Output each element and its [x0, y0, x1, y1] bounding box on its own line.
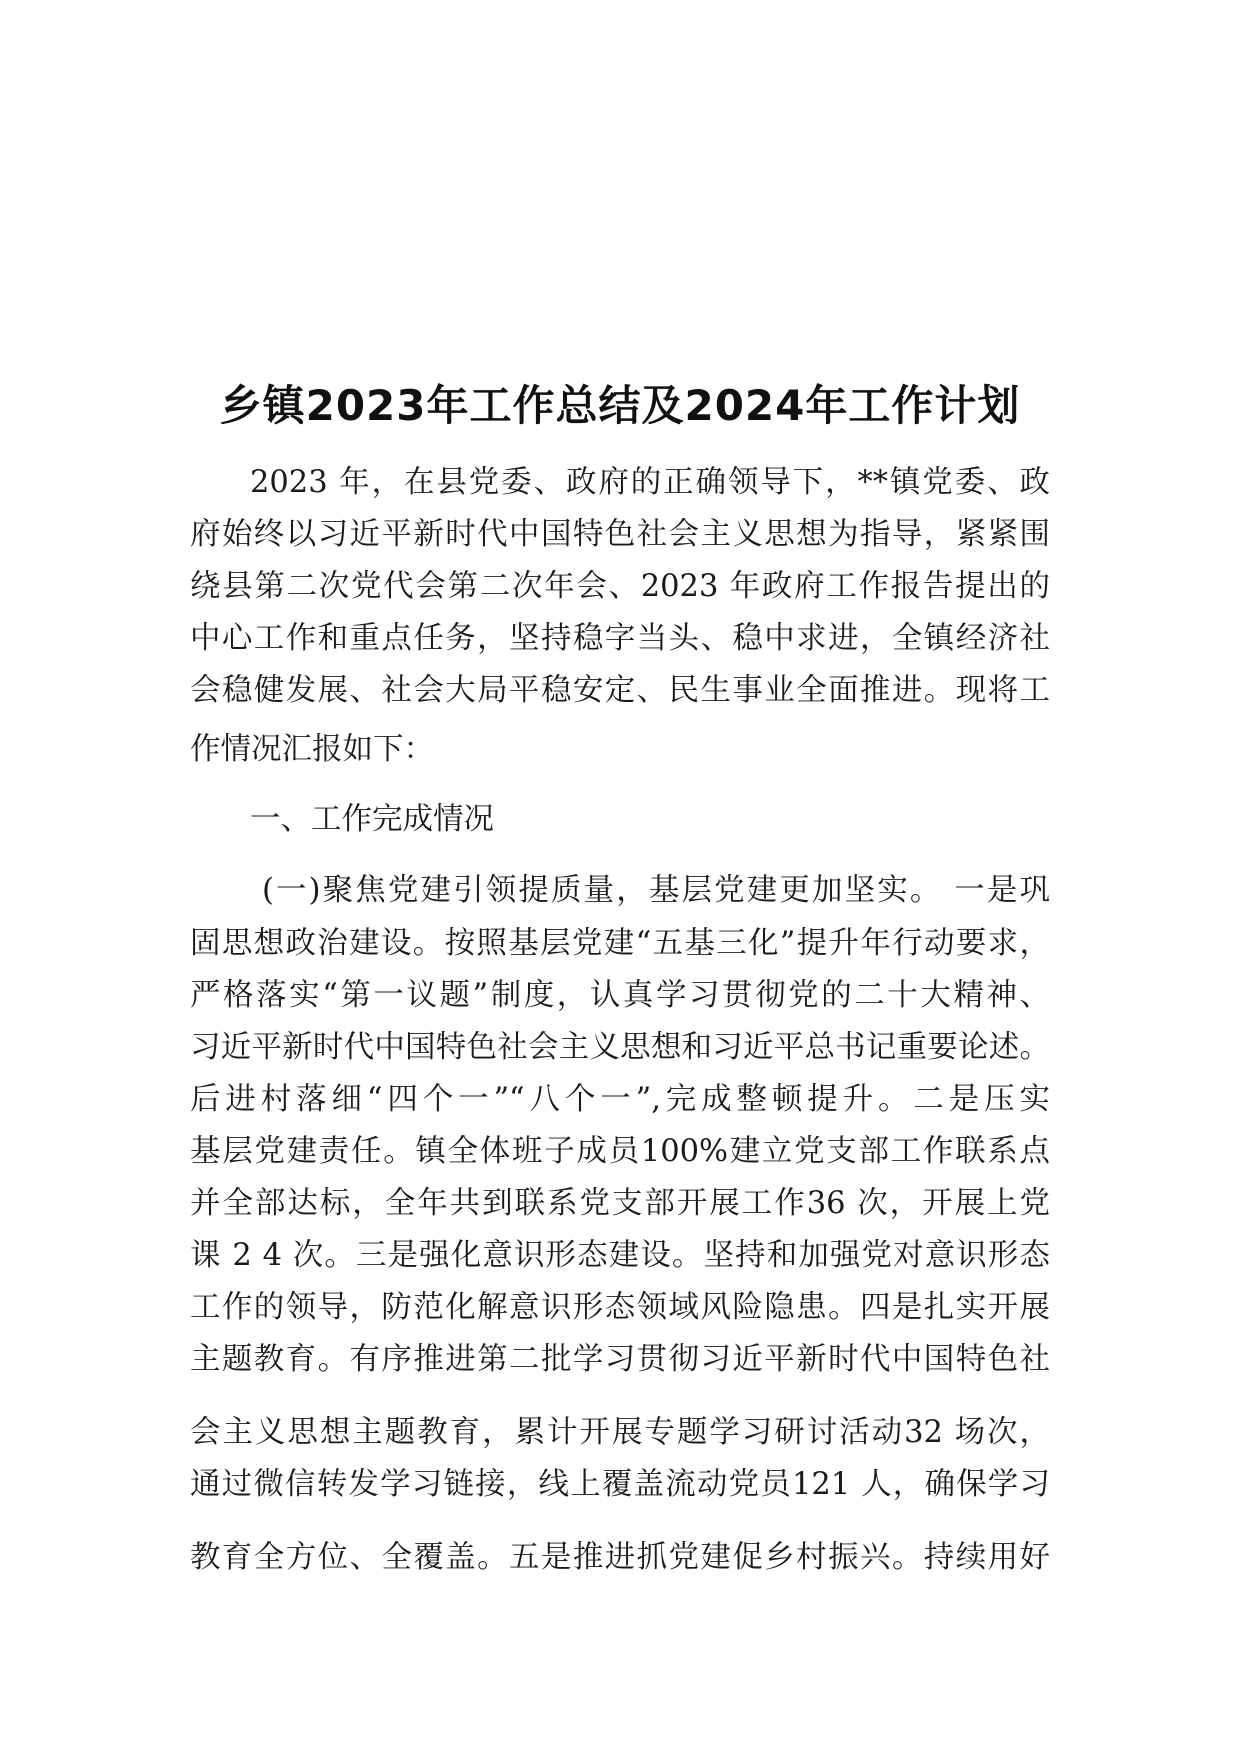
- paragraph-line: 并全部达标，全年共到联系党支部开展工作36 次，开展上党: [190, 1186, 1050, 1221]
- paragraph-line: 作情况汇报如下：: [190, 732, 434, 767]
- paragraph-line: 府始终以习近平新时代中国特色社会主义思想为指导，紧紧围: [190, 517, 1050, 552]
- paragraph-line: 会稳健发展、社会大局平稳安定、民生事业全面推进。现将工: [190, 673, 1050, 708]
- subsection-heading-line: (一)聚焦党建引领提质量，基层党建更加坚实。 一是巩: [262, 873, 1050, 908]
- paragraph-line: 2023 年，在县党委、政府的正确领导下，**镇党委、政: [250, 465, 1050, 500]
- paragraph-line: 固思想政治建设。按照基层党建“五基三化”提升年行动要求，: [190, 926, 1050, 961]
- paragraph-line: 主题教育。有序推进第二批学习贯彻习近平新时代中国特色社: [190, 1342, 1050, 1377]
- section-heading: 一、工作完成情况: [250, 802, 494, 837]
- paragraph-line: 中心工作和重点任务，坚持稳字当头、稳中求进，全镇经济社: [190, 621, 1050, 656]
- paragraph-line: 基层党建责任。镇全体班子成员100%建立党支部工作联系点: [190, 1134, 1050, 1169]
- paragraph-line: 习近平新时代中国特色社会主义思想和习近平总书记重要论述。: [190, 1030, 1050, 1065]
- paragraph-line: 后进村落细“四个一”“八个一”,完成整顿提升。二是压实: [190, 1082, 1050, 1117]
- paragraph-line: 严格落实“第一议题”制度，认真学习贯彻党的二十大精神、: [190, 978, 1050, 1013]
- paragraph-line: 会主义思想主题教育，累计开展专题学习研讨活动32 场次，: [190, 1415, 1050, 1450]
- paragraph-line: 课 2 4 次。三是强化意识形态建设。坚持和加强党对意识形态: [190, 1238, 1050, 1273]
- paragraph-line: 教育全方位、全覆盖。五是推进抓党建促乡村振兴。持续用好: [190, 1540, 1050, 1575]
- paragraph-line: 通过微信转发学习链接，线上覆盖流动党员121 人，确保学习: [190, 1467, 1050, 1502]
- paragraph-line: 工作的领导，防范化解意识形态领域风险隐患。四是扎实开展: [190, 1290, 1050, 1325]
- paragraph-line: 绕县第二次党代会第二次年会、2023 年政府工作报告提出的: [190, 569, 1050, 604]
- page-title: 乡镇2023年工作总结及2024年工作计划: [219, 381, 1021, 430]
